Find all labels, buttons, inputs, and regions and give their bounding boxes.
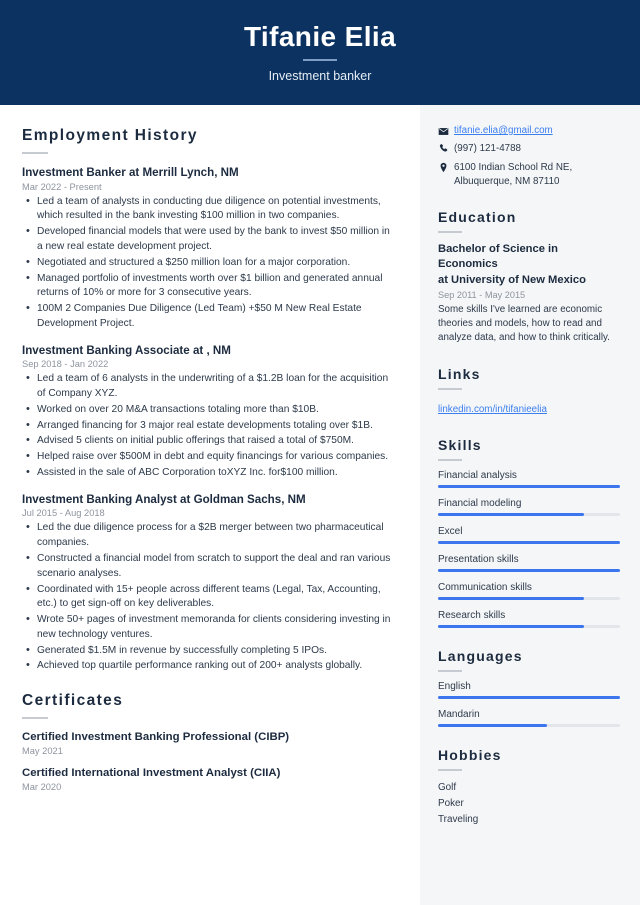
degree-line-2: at University of New Mexico — [438, 273, 586, 286]
language-label: Mandarin — [438, 708, 480, 720]
section-rule — [438, 670, 462, 672]
hobby-item: Traveling — [438, 813, 479, 825]
skill — [438, 610, 620, 628]
section-heading-skills: Skills — [438, 436, 482, 453]
skill — [438, 498, 620, 516]
resume-header — [0, 0, 640, 105]
skill-label: Presentation skills — [438, 553, 519, 565]
job-bullet: • Assisted in the sale of ABC Corporation toXYZ Inc. for$100 million. — [22, 466, 396, 481]
sidebar-column — [420, 105, 640, 905]
skill-rating-fill — [438, 485, 620, 488]
certificate-date: Mar 2020 — [22, 781, 62, 792]
certificate-entry — [22, 766, 396, 792]
job-bullet: • Achieved top quartile performance ranking out of 200+ analysts globally. — [22, 659, 396, 674]
hobby-item: Poker — [438, 797, 464, 809]
skill-rating-track — [438, 569, 620, 572]
skill-rating-fill — [438, 597, 584, 600]
job-date: Sep 2018 - Jan 2022 — [22, 359, 109, 370]
hobby-item: Golf — [438, 781, 457, 793]
candidate-job-title: Investment banker — [268, 69, 372, 84]
section-heading-links: Links — [438, 365, 481, 382]
phone-icon — [438, 142, 454, 154]
job-entry — [22, 492, 396, 674]
certificate-name: Certified Investment Banking Professional (CIBP) — [22, 731, 290, 744]
profile-link[interactable]: linkedin.com/in/tifanieelia — [438, 403, 547, 415]
job-title: Investment Banker at Merrill Lynch, NM — [22, 166, 239, 179]
skill-label: Excel — [438, 525, 463, 537]
skill-label: Financial analysis — [438, 469, 517, 481]
section-heading-languages: Languages — [438, 647, 523, 664]
skills-section — [438, 437, 620, 628]
contact-block — [438, 125, 620, 189]
languages-section — [438, 648, 620, 727]
address — [454, 161, 572, 189]
language-label: English — [438, 680, 471, 692]
address-line-2: Albuquerque, NM 87110 — [454, 175, 560, 187]
section-rule — [22, 152, 48, 154]
header-divider — [303, 59, 337, 61]
language — [438, 681, 620, 699]
language-list — [438, 681, 620, 727]
language-rating-track — [438, 696, 620, 699]
job-bullet: • Coordinated with 15+ people across different teams (Legal, Tax, Accounting, etc.) to get sign-off on key deliverables. — [22, 583, 396, 613]
job-bullet: • Led the due diligence process for a $2B merger between two pharmaceutical companies. — [22, 521, 396, 551]
education-date: Sep 2011 - May 2015 — [438, 290, 526, 301]
job-list — [22, 165, 396, 674]
envelope-icon — [438, 125, 454, 137]
language-rating-track — [438, 724, 620, 727]
main-column — [0, 105, 420, 905]
skill — [438, 554, 620, 572]
job-bullet: • Arranged financing for 3 major real estate developments totaling over $1B. — [22, 419, 396, 434]
skill-rating-fill — [438, 569, 620, 572]
address-line-1: 6100 Indian School Rd NE, — [454, 161, 573, 173]
job-bullets — [22, 521, 396, 674]
employment-history-section — [22, 127, 396, 674]
job-title: Investment Banking Analyst at Goldman Sachs, NM — [22, 492, 306, 506]
job-bullet: • Constructed a financial model from scratch to support the deal and ran various scenario analyses. — [22, 552, 396, 582]
phone-number: (997) 121-4788 — [454, 143, 521, 154]
skill-label: Financial modeling — [438, 497, 522, 509]
section-heading-certificates: Certificates — [22, 692, 124, 710]
job-bullet: • Generated $1.5M in revenue by successfully completing 5 IPOs. — [22, 644, 396, 659]
skill-rating-fill — [438, 513, 584, 516]
skill-rating-track — [438, 485, 620, 488]
section-rule — [438, 231, 462, 233]
skill — [438, 582, 620, 600]
section-heading-education: Education — [438, 208, 517, 225]
map-pin-icon — [438, 161, 454, 173]
hobby-list — [438, 780, 620, 828]
section-heading-hobbies: Hobbies — [438, 746, 502, 763]
job-bullet: • 100M 2 Companies Due Diligence (Led Team) +$50 M New Real Estate Development Project. — [22, 302, 396, 332]
job-bullet: • Advised 5 clients on initial public offerings that raised a total of $750M. — [22, 434, 396, 449]
skill-list — [438, 470, 620, 628]
job-bullet: • Helped raise over $500M in debt and equity financings for various companies. — [22, 450, 396, 465]
contact-row-address — [438, 161, 620, 189]
job-bullet: • Worked on over 20 M&A transactions totaling more than $10B. — [22, 403, 396, 418]
skill-label: Research skills — [438, 609, 506, 621]
degree-line-1: Bachelor of Science in Economics — [438, 242, 558, 271]
skill-label: Communication skills — [438, 581, 532, 593]
skill — [438, 470, 620, 488]
section-rule — [438, 769, 462, 771]
skill-rating-track — [438, 541, 620, 544]
email-link[interactable]: tifanie.elia@gmail.com — [454, 125, 553, 136]
skill-rating-track — [438, 625, 620, 628]
contact-row-phone — [438, 142, 620, 156]
certificate-name: Certified International Investment Analyst (CIIA) — [22, 767, 281, 780]
section-rule — [22, 717, 48, 719]
skill — [438, 526, 620, 544]
education-description: Some skills I've learned are economic theories and models, how to read and analyze data, and how to think critically. — [438, 304, 610, 344]
hobbies-section — [438, 747, 620, 828]
education-section — [438, 209, 620, 346]
contact-row-email — [438, 125, 620, 137]
language-rating-fill — [438, 724, 547, 727]
link-list — [438, 399, 620, 417]
job-bullets — [22, 195, 396, 332]
job-bullet: • Wrote 50+ pages of investment memoranda for clients considering investing in new technology ventures. — [22, 613, 396, 643]
job-entry — [22, 165, 396, 332]
certificate-date: May 2021 — [22, 746, 63, 757]
skill-rating-track — [438, 513, 620, 516]
job-bullet: • Negotiated and structured a $250 million loan for a major corporation. — [22, 256, 396, 271]
certificate-list — [22, 730, 396, 792]
skill-rating-fill — [438, 625, 584, 628]
certificate-entry — [22, 730, 396, 756]
resume-body — [0, 105, 640, 905]
job-title: Investment Banking Associate at , NM — [22, 343, 231, 357]
job-date: Mar 2022 - Present — [22, 181, 102, 192]
job-bullet: • Developed financial models that were used by the bank to invest $50 million in a new real estate development project. — [22, 225, 396, 255]
job-bullet: • Managed portfolio of investments worth over $1 billion and generated annual returns of 10% or more for 3 consecutive years. — [22, 272, 396, 302]
section-heading-employment: Employment History — [22, 127, 198, 144]
job-bullet: • Led a team of 6 analysts in the underwriting of a $1.2B loan for the acquisition of Company XYZ. — [22, 372, 396, 402]
job-bullet: • Led a team of analysts in conducting due diligence on potential investments, which resulted in the bank investing $100 million in two companies. — [22, 195, 396, 225]
language — [438, 709, 620, 727]
job-date: Jul 2015 - Aug 2018 — [22, 508, 105, 519]
skill-rating-track — [438, 597, 620, 600]
job-bullets — [22, 372, 396, 480]
candidate-name: Tifanie Elia — [243, 20, 397, 52]
skill-rating-fill — [438, 541, 620, 544]
links-section — [438, 366, 620, 417]
certificates-section — [22, 692, 396, 792]
language-rating-fill — [438, 696, 620, 699]
section-rule — [438, 388, 462, 390]
education-degree — [438, 242, 620, 288]
section-rule — [438, 459, 462, 461]
job-entry — [22, 343, 396, 481]
